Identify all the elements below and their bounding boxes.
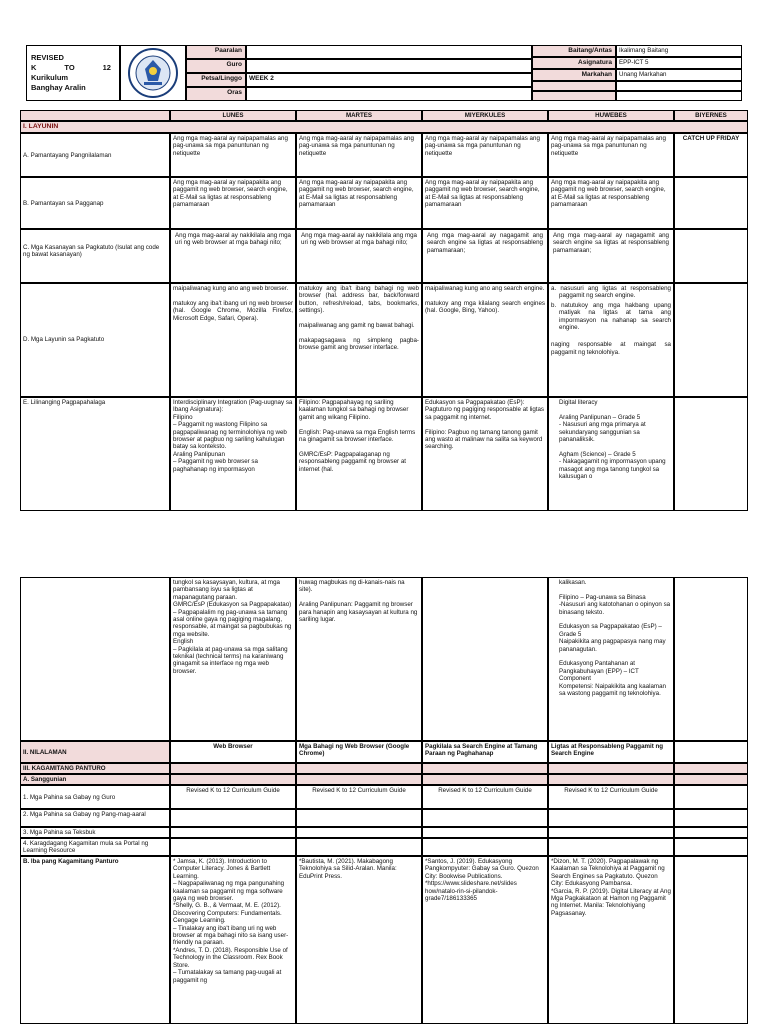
row-d-huwebes-a: a. nasusuri ang ligtas at responsableng paggamit ng search engine.	[551, 285, 671, 300]
kag-c2	[296, 763, 422, 774]
nilalaman-label: II. NILALAMAN	[20, 741, 170, 763]
title-banghay: Banghay Aralin	[31, 83, 86, 92]
row-a-lunes: Ang mga mag-aaral ay naipapamalas ang pag-unawa sa mga panuntunan ng netiquette	[170, 133, 296, 177]
row-d-label: D. Mga Layunin sa Pagkatuto	[20, 283, 170, 397]
sang-c5	[674, 774, 748, 785]
oras-value[interactable]	[246, 87, 532, 101]
r4-c1	[170, 838, 296, 856]
row-b-huwebes: Ang mga mag-aaral ay naipapakita ang paggamit ng web browser, search engine, at E-Mail sa ligtas at responsableng pamamaraan	[548, 177, 674, 229]
row-d-martes: matukoy ang iba't ibang bahagi ng web browser (hal. address bar, back/forward button, refresh/reload, tabs, bookmarks, settings). maipaliwanag ang gamit ng bawat bahagi. makapagsagawa ng simpleng pagba-browse gamit ang browser interface.	[296, 283, 422, 397]
row-b-miyerkules: Ang mga mag-aaral ay naipapakita ang paggamit ng web browser, search engine, at E-Mail sa ligtas at responsableng pamamaraan	[422, 177, 548, 229]
row-d-huwebes	[548, 283, 674, 397]
deped-seal-icon	[127, 47, 179, 99]
r4-c3	[422, 838, 548, 856]
nilalaman-huwebes: Ligtas at Responsableng Paggamit ng Search Engine	[548, 741, 674, 763]
row-d-lunes: maipaliwanag kung ano ang web browser. matukoy ang iba't ibang uri ng web browser (hal. Google Chrome, Mozilla Firefox, Microsoft Edge, Safari, Opera).	[170, 283, 296, 397]
rb-label: B. Iba pang Kagamitang Panturo	[20, 856, 170, 1024]
row-a-miyerkules: Ang mga mag-aaral ay naipapamalas ang pag-unawa sa mga panuntunan ng netiquette	[422, 133, 548, 177]
corner-cell	[20, 110, 170, 121]
nilalaman-martes: Mga Bahagi ng Web Browser (Google Chrome)	[296, 741, 422, 763]
row-b-martes: Ang mga mag-aaral ay naipapakita ang paggamit ng web browser, search engine, at E-Mail sa ligtas at responsableng pamamaraan	[296, 177, 422, 229]
p2-row-e-biyernes	[674, 577, 748, 741]
sanggunian-label: A. Sanggunian	[20, 774, 170, 785]
row-c-huwebes: Ang mga mag-aaral ay nagagamit ang search engine sa ligtas at responsableng pamamaraan;	[548, 229, 674, 283]
row-a-martes: Ang mga mag-aaral ay naipapamalas ang pag-unawa sa mga panuntunan ng netiquette	[296, 133, 422, 177]
row-e-huwebes: Digital literacy Araling Panlipunan – Grade 5 - Nasusuri ang mga primarya at sekundaryang sanggunian sa pananaliksik. Agham (Science) – Grade 5 - Nakagagamit ng impormasyon upang masagot ang mga tanong tungkol sa kalusugan o	[548, 397, 674, 511]
kag-c4	[548, 763, 674, 774]
sang-c4	[548, 774, 674, 785]
row-c-martes: Ang mga mag-aaral ay nakikilala ang mga uri ng web browser at mga bahagi nito;	[296, 229, 422, 283]
paaralan-value[interactable]	[246, 45, 532, 59]
section-layunin: I. LAYUNIN	[20, 121, 748, 133]
nilalaman-lunes: Web Browser	[170, 741, 296, 763]
kag-c1	[170, 763, 296, 774]
p2-row-e-label	[20, 577, 170, 741]
blank-label-2	[532, 91, 616, 101]
oras-label: Oras	[186, 87, 246, 101]
sang-c2	[296, 774, 422, 785]
day-header-lunes: LUNES	[170, 110, 296, 121]
row-c-miyerkules: Ang mga mag-aaral ay nagagamit ang search engine sa ligtas at responsableng pamamaraan;	[422, 229, 548, 283]
asignatura-label: Asignatura	[532, 57, 616, 69]
kagamitan-label: III. KAGAMITANG PANTURO	[20, 763, 170, 774]
day-header-martes: MARTES	[296, 110, 422, 121]
r1-martes: Revised K to 12 Curriculum Guide	[296, 785, 422, 809]
r3-c1	[170, 827, 296, 838]
markahan-label: Markahan	[532, 69, 616, 81]
paaralan-label: Paaralan	[186, 45, 246, 59]
catch-up-friday: CATCH UP FRIDAY	[674, 133, 748, 177]
markahan-value[interactable]: Unang Markahan	[616, 69, 742, 81]
guro-label: Guro	[186, 59, 246, 73]
petsa-label: Petsa/Linggo	[186, 73, 246, 87]
row-e-lunes: Interdisciplinary Integration (Pag-uugnay sa Ibang Asignatura): Filipino – Paggamit ng wastong Filipino sa pagpapaliwanag ng terminolohiya ng web browser at pagbuo ng sariling kahulugan batay sa konteksto. Araling Panlipunan – Paggamit ng web browser sa paghahanap ng impormasyon	[170, 397, 296, 511]
title-kurikulum: Kurikulum	[31, 73, 69, 82]
row-e-martes: Filipino: Pagpapahayag ng sariling kaalaman tungkol sa bahagi ng browser gamit ang wikang Filipino. English: Pag-unawa sa mga English terms na ginagamit sa browser interface. GMRC/EsP: Pagpapalaganap ng responsableng paggamit ng browser at internet (hal.	[296, 397, 422, 511]
p2-row-e-lunes: tungkol sa kasaysayan, kultura, at mga pambansang isyu sa ligtas at mapanagutang paraan. GMRC/EsP (Edukasyon sa Pagpapakatao) – Pagpapalalim ng pag-unawa sa tamang asal online gaya ng pagiging magalang, responsable, at maingat sa pagbubukas ng mga website. English – Pagkilala at pag-unawa sa mga salitang teknikal (technical terms) na karaniwang ginagamit sa interface ng mga web browser.	[170, 577, 296, 741]
title-box	[26, 45, 120, 101]
row-c-biyernes	[674, 229, 748, 283]
row-a-huwebes: Ang mga mag-aaral ay naipapamalas ang pag-unawa sa mga panuntunan ng netiquette	[548, 133, 674, 177]
row-a-label: A. Pamantayang Pangnilalaman	[20, 133, 170, 177]
r1-label: 1. Mga Pahina sa Gabay ng Guro	[20, 785, 170, 809]
title-to: TO	[64, 63, 75, 72]
r2-c4	[548, 809, 674, 827]
rb-lunes: * Jamsa, K. (2013). Introduction to Computer Literacy. Jones & Bartlett Learning. – Nagpapaliwanag ng mga pangunahing kaalaman sa paggamit ng mga software gaya ng web browser. *Shelly, G. B., & Vermaat, M. E. (2012). Discovering Computers: Fundamentals. Cengage Learning. – Tinalakay ang iba't ibang uri ng web browser at mga bahagi nito sa isang user-friendly na paraan. *Andres, T. D. (2018). Responsible Use of Technology in the Classroom. Rex Book Store. – Tumatalakay sa tamang pag-uugali at paggamit ng	[170, 856, 296, 1024]
r4-c5	[674, 838, 748, 856]
blank-value-1	[616, 81, 742, 91]
title-12: 12	[102, 63, 111, 72]
rb-miyerkules: *Santos, J. (2019). Edukasyong Pangkompyuter: Gabay sa Guro. Quezon City: Bookwise Publications. *https://www.slideshare.net/slides how/natalo-rin-si-pilandok-grade7/186133365	[422, 856, 548, 1024]
day-header-biyernes: BIYERNES	[674, 110, 748, 121]
seal-box	[120, 45, 186, 101]
blank-label-1	[532, 81, 616, 91]
title-revised: REVISED	[31, 53, 64, 62]
p2-row-e-miyerkules	[422, 577, 548, 741]
r3-c2	[296, 827, 422, 838]
asignatura-value[interactable]: EPP-ICT 5	[616, 57, 742, 69]
p2-row-e-huwebes: kalikasan. Filipino – Pag-unawa sa Binasa -Nasusuri ang katotohanan o opinyon sa binasang teksto. Edukasyon sa Pagpapakatao (EsP) – Grade 5 Naipakikita ang pagpapasya nang may pananagutan. Edukasyong Pantahanan at Pangkabuhayan (EPP) – ICT Component Kompetensi: Naipakikita ang kaalaman sa wastong paggamit ng teknolohiya.	[548, 577, 674, 741]
row-e-label: E. Lilinanging Pagpapahalaga	[20, 397, 170, 511]
baitang-label: Baitang/Antas	[532, 45, 616, 57]
guro-value[interactable]	[246, 59, 532, 73]
blank-value-2	[616, 91, 742, 101]
sang-c3	[422, 774, 548, 785]
kag-c5	[674, 763, 748, 774]
rb-martes: *Bautista, M. (2021). Makabagong Teknolohiya sa Silid-Aralan. Manila: EduPrint Press.	[296, 856, 422, 1024]
row-c-label: C. Mga Kasanayan sa Pagkatuto (Isulat ang code ng bawat kasanayan)	[20, 229, 170, 283]
r3-c3	[422, 827, 548, 838]
petsa-value[interactable]: WEEK 2	[246, 73, 532, 87]
row-b-lunes: Ang mga mag-aaral ay naipapakita ang paggamit ng web browser, search engine, at E-Mail sa ligtas at responsableng pamamaraan	[170, 177, 296, 229]
r4-c2	[296, 838, 422, 856]
title-k: K	[31, 63, 37, 72]
row-e-miyerkules: Edukasyon sa Pagpapakatao (EsP): Pagtuturo ng pagiging responsable at ligtas sa paggamit ng internet. Filipino: Pagbuo ng tamang tanong gamit ang wasto at malinaw na salita sa keyword searching.	[422, 397, 548, 511]
row-d-biyernes	[674, 283, 748, 397]
rb-huwebes: *Dizon, M. T. (2020). Pagpapalawak ng Kaalaman sa Teknolohiya at Paggamit ng Search Engines sa Pagkatuto. Quezon City: Edukasyong Pambansa. *Garcia, R. P. (2019). Digital Literacy at Ang Mga Pagkakataon at Hamon ng Paggamit ng Internet. Manila: Teknolohiyang Pagsasanay.	[548, 856, 674, 1024]
r3-c5	[674, 827, 748, 838]
r1-miyerkules: Revised K to 12 Curriculum Guide	[422, 785, 548, 809]
sang-c1	[170, 774, 296, 785]
row-b-biyernes	[674, 177, 748, 229]
r1-biyernes	[674, 785, 748, 809]
nilalaman-biyernes	[674, 741, 748, 763]
nilalaman-miyerkules: Pagkilala sa Search Engine at Tamang Paraan ng Paghahanap	[422, 741, 548, 763]
row-d-miyerkules: maipaliwanag kung ano ang search engine. matukoy ang mga kilalang search engines (hal. Google, Bing, Yahoo).	[422, 283, 548, 397]
r1-lunes: Revised K to 12 Curriculum Guide	[170, 785, 296, 809]
day-header-miyerkules: MIYERKULES	[422, 110, 548, 121]
r2-c1	[170, 809, 296, 827]
r3-c4	[548, 827, 674, 838]
row-e-biyernes	[674, 397, 748, 511]
r2-c2	[296, 809, 422, 827]
p2-row-e-martes: huwag magbukas ng di-kanais-nais na site). Araling Panlipunan: Paggamit ng browser para hanapin ang kasaysayan at kultura ng sariling lugar.	[296, 577, 422, 741]
row-d-huwebes-b: b. natutukoy ang mga hakbang upang matiyak na ligtas at tama ang impormasyon na nahanap sa search engine.	[551, 301, 671, 332]
baitang-value[interactable]: Ikalimang Baitang	[616, 45, 742, 57]
row-d-huwebes-c: naging responsable at maingat sa paggamit ng teknolohiya.	[551, 341, 671, 356]
r3-label: 3. Mga Pahina sa Teksbuk	[20, 827, 170, 838]
r4-c4	[548, 838, 674, 856]
rb-biyernes	[674, 856, 748, 1024]
r4-label: 4. Karagdagang Kagamitan mula sa Portal ng Learning Resource	[20, 838, 170, 856]
row-c-lunes: Ang mga mag-aaral ay nakikilala ang mga uri ng web browser at mga bahagi nito;	[170, 229, 296, 283]
row-b-label: B. Pamantayan sa Pagganap	[20, 177, 170, 229]
kag-c3	[422, 763, 548, 774]
r2-c5	[674, 809, 748, 827]
r1-huwebes: Revised K to 12 Curriculum Guide	[548, 785, 674, 809]
r2-label: 2. Mga Pahina sa Gabay ng Pang-mag-aaral	[20, 809, 170, 827]
r2-c3	[422, 809, 548, 827]
day-header-huwebes: HUWEBES	[548, 110, 674, 121]
